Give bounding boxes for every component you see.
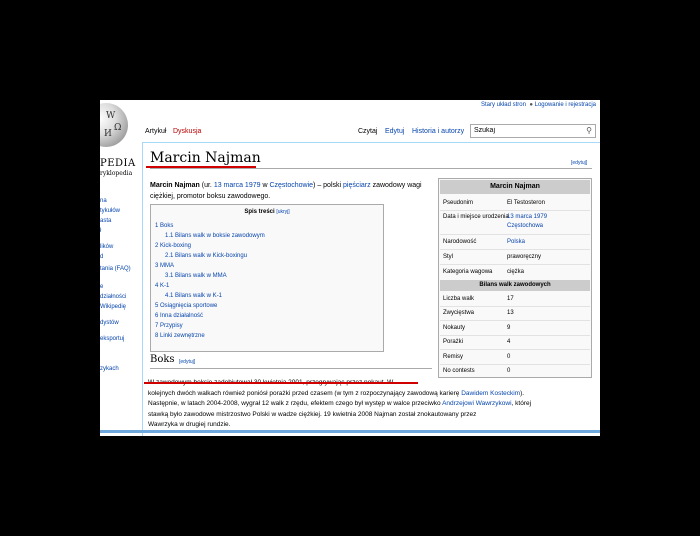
intro-name: Marcin Najman	[150, 182, 200, 189]
sidebar-item[interactable]: d	[100, 254, 104, 260]
infobox-divider	[440, 264, 590, 265]
city-link[interactable]: Częstochowie	[269, 182, 314, 189]
infobox-label: Data i miejsce urodzenia	[443, 214, 509, 220]
infobox-value: 9	[507, 325, 511, 331]
boxer-link[interactable]: pięściarz	[343, 182, 371, 189]
infobox-divider	[440, 335, 590, 336]
infobox-label: Nokauty	[443, 325, 466, 331]
sidebar-item[interactable]: działności	[100, 294, 127, 300]
sidebar-item[interactable]: zykach	[100, 366, 119, 372]
infobox-label: Narodowość	[443, 239, 477, 245]
sidebar-item[interactable]: tania (FAQ)	[100, 266, 131, 272]
toc-item[interactable]: 2.1 Bilans walk w Kick-boxingu	[165, 253, 248, 259]
personal-tools	[481, 102, 596, 108]
infobox-nationality-link[interactable]: Polska	[507, 239, 526, 245]
toc-item[interactable]: 4 K-1	[155, 283, 170, 289]
kostecki-link[interactable]: Dawidem Kosteckim	[461, 389, 521, 397]
paragraph-text: kolejnych dwóch walkach również poniósł porażki przed czasem (w tym z rozpoczynający zawodową karierę	[148, 389, 462, 397]
sidebar-item[interactable]: e	[100, 284, 104, 290]
paragraph-line: stawką było zawodowe mistrzostwo Polski w wadze ciężkiej. 19 kwietnia 2008 Najman został znokautowany przez	[148, 410, 477, 418]
infobox-label: Styl	[443, 254, 454, 260]
table-of-contents	[150, 204, 384, 352]
logo-title: PEDIA	[100, 158, 136, 169]
infobox-value: 0	[507, 368, 511, 374]
sidebar-item[interactable]: na	[100, 198, 107, 204]
infobox-divider	[440, 364, 590, 365]
section-divider	[150, 368, 432, 369]
search-icon[interactable]: ⚲	[586, 126, 592, 135]
infobox-divider	[440, 349, 590, 350]
infobox	[438, 178, 592, 378]
toc-item[interactable]: 6 Inna działalność	[155, 313, 204, 319]
bottom-bar	[100, 430, 600, 433]
wawrzyk-link[interactable]: Andrzejowi Wawrzykowi	[442, 400, 512, 407]
sidebar-item[interactable]: eksportuj	[100, 336, 125, 342]
old-layout-link[interactable]: Stary układ stron	[480, 102, 526, 108]
toc-item[interactable]: 7 Przypisy	[155, 323, 183, 329]
title-divider	[150, 168, 592, 169]
infobox-divider	[440, 306, 590, 307]
logo-subtitle: ryklopedia	[100, 170, 133, 177]
red-underline-annotation	[144, 382, 418, 384]
sidebar-item[interactable]: lików	[100, 244, 114, 250]
infobox-value: ciężka	[507, 269, 525, 275]
tab-discussion[interactable]: Dyskusja	[173, 128, 202, 135]
section-paragraph	[148, 378, 588, 431]
intro-text: w	[260, 182, 270, 189]
sidebar-item[interactable]: Wikipedię	[100, 304, 127, 310]
intro-text: zawodowy wagi ciężkiej, promotor boksu zawodowego.	[150, 182, 422, 200]
infobox-value: 17	[507, 296, 514, 302]
tab-article[interactable]: Artykuł	[145, 128, 167, 135]
infobox-value: 13	[507, 310, 514, 316]
toc-title-row	[151, 209, 383, 215]
infobox-value: 0	[507, 354, 511, 360]
toc-item[interactable]: 1 Boks	[155, 223, 174, 229]
paragraph-text: Następnie, w latach 2004-2008, wygrał 12 walk z rzędu, efektem czego był występ w walce przeciwko	[148, 400, 443, 407]
birthdate-link[interactable]: 13 marca 1979	[213, 182, 261, 189]
infobox-label: Zwycięstwa	[443, 310, 475, 316]
login-link[interactable]: Logowanie i rejestracja	[534, 102, 596, 108]
infobox-subheader: Bilans walk zawodowych	[440, 280, 590, 291]
sidebar-item[interactable]: ł	[100, 228, 102, 234]
infobox-title: Marcin Najman	[440, 180, 590, 194]
infobox-value: El Testosteron	[507, 200, 545, 206]
toc-item[interactable]: 1.1 Bilans walk w boksie zawodowym	[165, 233, 265, 239]
search-input[interactable]	[471, 125, 578, 135]
toc-item[interactable]: 3.1 Bilans walk w MMA	[165, 273, 227, 279]
tab-read[interactable]: Czytaj	[358, 128, 378, 135]
infobox-divider	[440, 249, 590, 250]
paragraph-line	[148, 389, 588, 400]
edit-link[interactable]: [edytuj]	[571, 160, 588, 166]
infobox-divider	[440, 210, 590, 211]
paragraph-line: Wawrzyka w drugiej rundzie.	[148, 421, 231, 428]
paragraph-line	[148, 399, 588, 410]
infobox-label: Porażki	[443, 339, 464, 345]
search-box	[470, 124, 596, 138]
sidebar-item[interactable]: asta	[100, 218, 112, 224]
infobox-birthplace-link[interactable]: Częstochowa	[507, 223, 544, 229]
sidebar-item[interactable]: tykułów	[100, 208, 121, 214]
browser-screen	[100, 100, 600, 436]
user-icon: ●	[529, 102, 533, 108]
section-title: Boks	[150, 354, 175, 365]
toc-item[interactable]: 3 MMA	[155, 263, 175, 269]
intro-paragraph	[150, 180, 432, 202]
section-edit-link[interactable]: [edytuj]	[179, 359, 196, 365]
toc-item[interactable]: 4.1 Bilans walk w K-1	[165, 293, 223, 299]
infobox-label: Liczba walk	[443, 296, 475, 302]
paragraph-text: ).	[520, 389, 525, 397]
intro-text: ) – polski	[313, 182, 344, 189]
sidebar-item[interactable]: dystów	[100, 320, 119, 326]
infobox-label: Remisy	[443, 354, 464, 360]
toc-item[interactable]: 8 Linki zewnętrzne	[155, 333, 205, 339]
toc-title: Spis treści	[244, 209, 275, 215]
paragraph-text: , której	[511, 400, 532, 407]
tab-edit[interactable]: Edytuj	[385, 128, 405, 135]
infobox-label: No contests	[443, 368, 475, 374]
toc-hide-link[interactable]: [ukryj]	[276, 209, 290, 215]
tab-history[interactable]: Historia i autorzy	[412, 128, 465, 135]
infobox-label: Kategoria wagowa	[443, 269, 493, 275]
toc-item[interactable]: 2 Kick-boxing	[155, 243, 192, 249]
page-title: Marcin Najman	[150, 150, 261, 166]
intro-text: (ur.	[199, 182, 214, 189]
infobox-value: 4	[507, 339, 511, 345]
wikipedia-globe-logo[interactable]: W Ω И	[100, 103, 128, 147]
infobox-label: Pseudonim	[443, 200, 474, 206]
infobox-value: praworęczny	[507, 254, 542, 260]
infobox-birthdate-link[interactable]: 13 marca 1979	[507, 214, 548, 220]
infobox-divider	[440, 234, 590, 235]
infobox-divider	[440, 320, 590, 321]
toc-item[interactable]: 5 Osiągnięcia sportowe	[155, 303, 218, 309]
